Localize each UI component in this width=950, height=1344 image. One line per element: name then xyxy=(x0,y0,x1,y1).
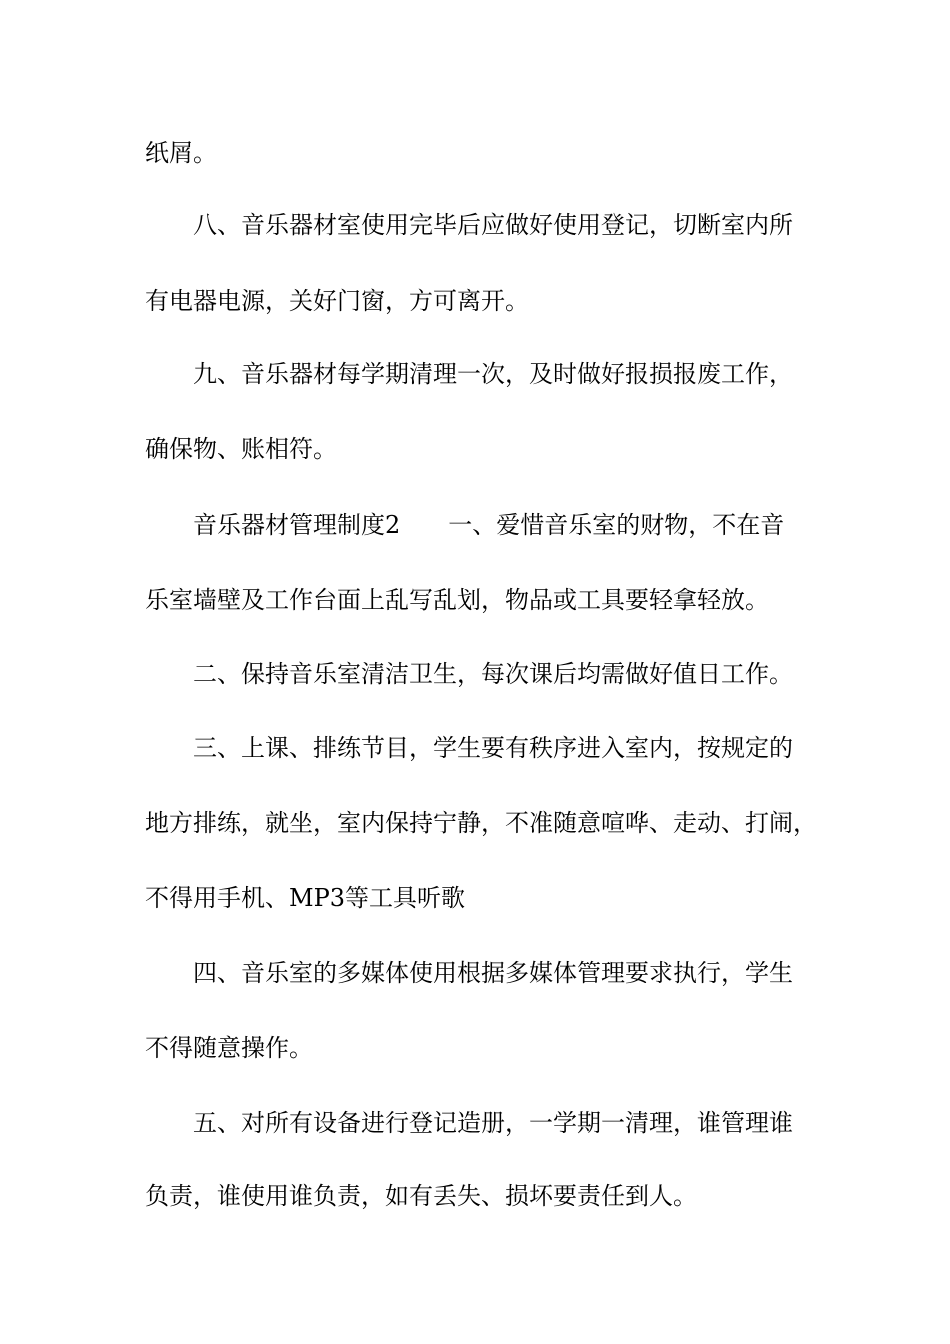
text-line: 不得随意操作。 xyxy=(145,1034,313,1062)
paragraph-line: 八、音乐器材室使用完毕后应做好使用登记，切断室内所 xyxy=(193,211,793,239)
paragraph-line: 九、音乐器材每学期清理一次，及时做好报损报废工作， xyxy=(193,360,793,388)
text-line: 有电器电源，关好门窗，方可离开。 xyxy=(145,287,529,315)
text-line: 地方排练，就坐，室内保持宁静，不准随意喧哗、走动、打闹， xyxy=(145,809,817,837)
paragraph-line: 二、保持音乐室清洁卫生，每次课后均需做好值日工作。 xyxy=(193,660,793,688)
text-line: 乐室墙壁及工作台面上乱写乱划，物品或工具要轻拿轻放。 xyxy=(145,586,769,614)
paragraph-line: 三、上课、排练节目，学生要有秩序进入室内，按规定的 xyxy=(193,734,793,762)
text-line: 确保物、账相符。 xyxy=(145,435,337,463)
text-line: 纸屑。 xyxy=(145,139,217,167)
paragraph-line: 四、音乐室的多媒体使用根据多媒体管理要求执行，学生 xyxy=(193,959,793,987)
text-line: 不得用手机、MP3等工具听歌 xyxy=(145,884,465,912)
paragraph-line: 五、对所有设备进行登记造册，一学期一清理，谁管理谁 xyxy=(193,1109,793,1137)
paragraph-line: 音乐器材管理制度2 一、爱惜音乐室的财物，不在音 xyxy=(193,511,785,539)
text-line: 负责，谁使用谁负责，如有丢失、损坏要责任到人。 xyxy=(145,1182,697,1210)
